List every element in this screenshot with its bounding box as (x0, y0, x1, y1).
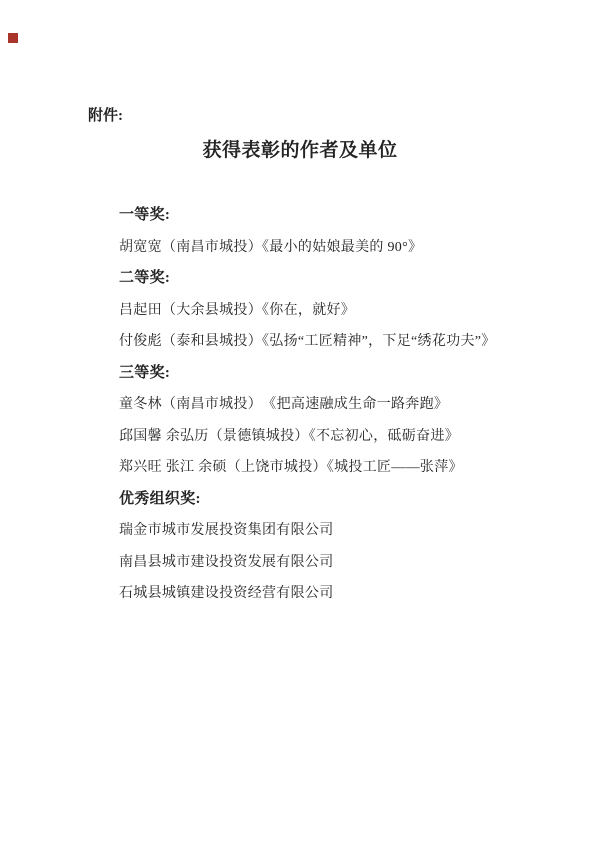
award-entry-third-prize-3: 郑兴旺 张江 余硕（上饶市城投）《城投工匠——张萍》 (119, 460, 463, 475)
award-list (119, 200, 496, 610)
section-heading-first-prize: 一等奖: (119, 207, 171, 223)
section-heading-second-prize: 二等奖: (119, 270, 171, 286)
award-entry-third-prize-1: 童冬林（南昌市城投） 《把高速融成生命一路奔跑》 (119, 397, 449, 412)
red-corner-mark (8, 33, 18, 43)
section-heading-third-prize: 三等奖: (119, 364, 171, 381)
award-entry-first-prize-1: 胡宽宽（南昌市城投）《最小的姑娘最美的 90°》 (119, 239, 423, 255)
section-heading-organization-award: 优秀组织奖: (119, 490, 201, 507)
page-title: 获得表彰的作者及单位 (202, 140, 398, 161)
organization-award-entry-1: 瑞金市城市发展投资集团有限公司 (119, 523, 334, 538)
organization-award-entry-3: 石城县城镇建设投资经营有限公司 (119, 586, 334, 601)
organization-award-entry-2: 南昌县城市建设投资发展有限公司 (119, 554, 334, 570)
attachment-label: 附件: (88, 108, 123, 124)
award-entry-third-prize-2: 邱国馨 余弘历（景德镇城投）《不忘初心，砥砺奋进》 (119, 428, 459, 444)
award-entry-second-prize-1: 吕起田（大余县城投）《你在，就好》 (119, 302, 356, 318)
award-entry-second-prize-2: 付俊彪（泰和县城投）《弘扬“工匠精神”，下足“绣花功夫”》 (119, 334, 496, 349)
